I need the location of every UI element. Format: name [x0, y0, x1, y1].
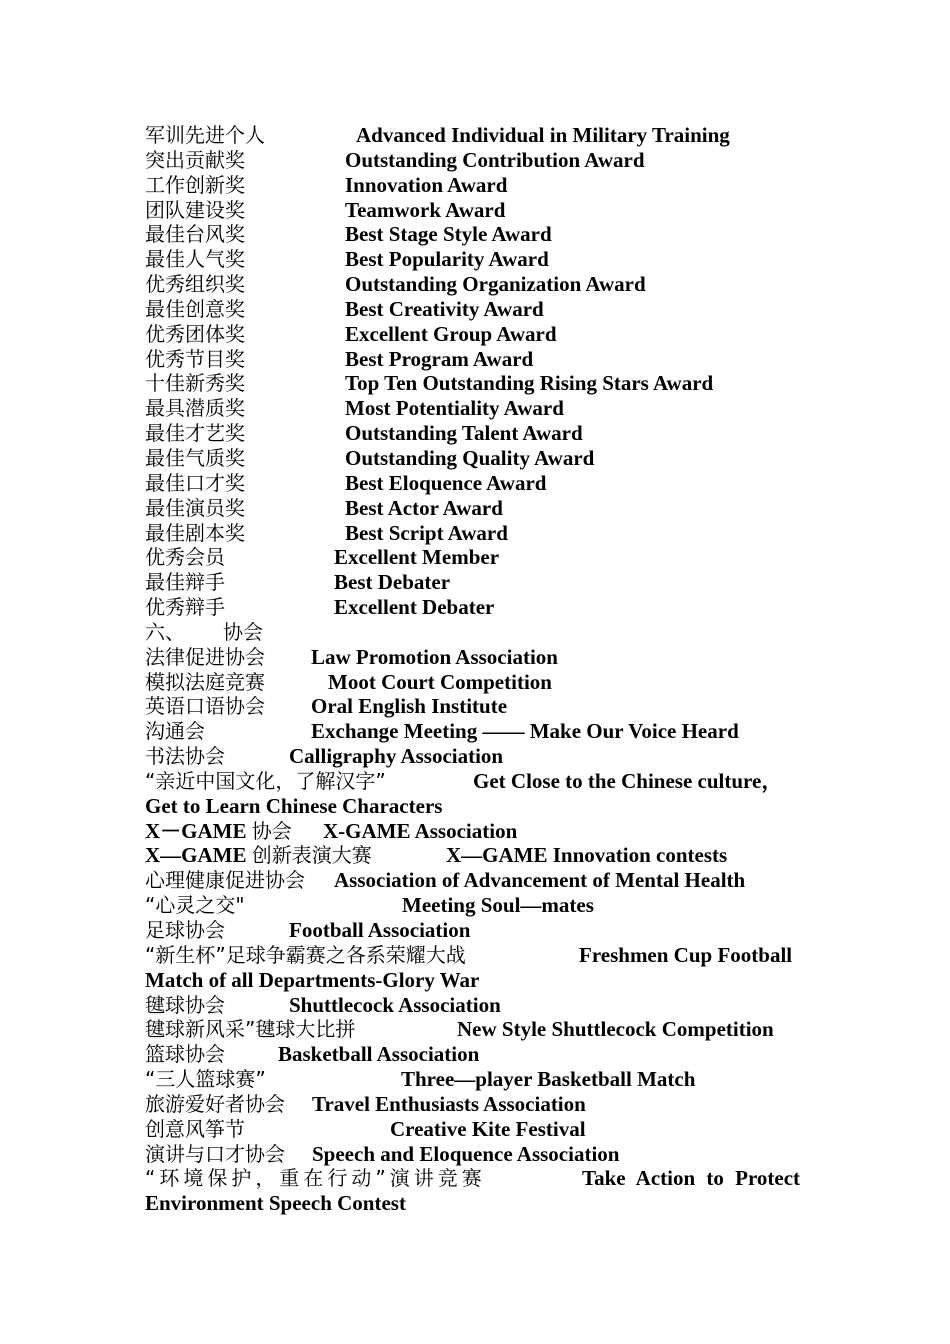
- xgame-line: [145, 843, 810, 868]
- shuttle-comp-line: [145, 1017, 810, 1042]
- award-cn: 十佳新秀奖: [145, 371, 245, 396]
- association-cn: 英语口语协会: [145, 694, 265, 719]
- speech-cn: 演讲与口才协会: [145, 1141, 285, 1166]
- award-en: Best Eloquence Award: [345, 470, 547, 495]
- award-line: [145, 272, 810, 297]
- award-cn: 最佳才艺奖: [145, 421, 245, 446]
- env-en: Take Action to Protect: [582, 1166, 801, 1191]
- freshmen-en: Freshmen Cup Football: [579, 942, 793, 967]
- culture-en-cont: Get to Learn Chinese Characters: [145, 793, 443, 818]
- award-line: [145, 521, 810, 546]
- association-en: Moot Court Competition: [328, 669, 552, 694]
- award-cn: 优秀辩手: [145, 595, 225, 620]
- award-cn: 团队建设奖: [145, 197, 245, 222]
- three-player-en: Three—player Basketball Match: [401, 1067, 696, 1092]
- association-line: [145, 670, 810, 695]
- award-en: Excellent Group Award: [345, 321, 557, 346]
- freshmen-cn: “新生杯”足球争霸赛之各系荣耀大战: [145, 942, 466, 967]
- culture-line: [145, 769, 810, 794]
- award-line: [145, 570, 810, 595]
- award-cn: 最佳台风奖: [145, 222, 245, 247]
- xgame-en: X—GAME Innovation contests: [446, 843, 728, 868]
- association-cn: 模拟法庭竞赛: [145, 669, 265, 694]
- association-en: Law Promotion Association: [311, 644, 558, 669]
- association-en: Calligraphy Association: [289, 744, 504, 769]
- association-line: [145, 744, 810, 769]
- basketball-line: [145, 1042, 810, 1067]
- mental-en: Association of Advancement of Mental Health: [334, 868, 746, 893]
- travel-en: Travel Enthusiasts Association: [312, 1091, 586, 1116]
- award-cn: 最佳演员奖: [145, 495, 245, 520]
- kite-en: Creative Kite Festival: [390, 1116, 586, 1141]
- award-line: [145, 297, 810, 322]
- association-en: Oral English Institute: [311, 694, 508, 719]
- award-line: [145, 446, 810, 471]
- award-en: Excellent Debater: [334, 595, 495, 620]
- shuttle-en: Shuttlecock Association: [289, 992, 501, 1017]
- env-cn: “环境保护，重在行动”演讲竞赛: [145, 1166, 486, 1191]
- env-en-cont: Environment Speech Contest: [145, 1191, 406, 1216]
- award-en: Best Script Award: [345, 520, 508, 545]
- award-en: Best Program Award: [345, 346, 534, 371]
- travel-line: [145, 1092, 810, 1117]
- soul-en: Meeting Soul—mates: [402, 893, 594, 918]
- section-heading: [145, 620, 810, 645]
- xgame-en: X-GAME Association: [323, 818, 518, 843]
- xgame-cn: 协会: [251, 818, 292, 843]
- association-cn: 法律促进协会: [145, 644, 265, 669]
- award-en: Best Stage Style Award: [345, 222, 552, 247]
- award-en: Best Popularity Award: [345, 247, 549, 272]
- award-cn: 军训先进个人: [145, 123, 265, 147]
- award-en: Top Ten Outstanding Rising Stars Award: [345, 371, 714, 396]
- award-line: [145, 198, 810, 223]
- award-line: [145, 123, 810, 148]
- association-line: [145, 645, 810, 670]
- basketball-en: Basketball Association: [278, 1042, 480, 1067]
- award-cn: 最佳口才奖: [145, 470, 245, 495]
- award-en: Most Potentiality Award: [345, 396, 564, 421]
- section-number: 六、: [145, 619, 185, 644]
- award-cn: 最佳创意奖: [145, 296, 245, 321]
- award-line: [145, 545, 810, 570]
- award-cn: 工作创新奖: [145, 172, 245, 197]
- basketball-cn: 篮球协会: [145, 1042, 225, 1067]
- award-line: [145, 471, 810, 496]
- award-en: Advanced Individual in Military Training: [356, 123, 730, 147]
- association-cn: 沟通会: [145, 719, 205, 744]
- award-en: Outstanding Talent Award: [345, 421, 583, 446]
- soul-cn: “心灵之交": [145, 893, 245, 918]
- association-line: [145, 719, 810, 744]
- award-cn: 最佳气质奖: [145, 445, 245, 470]
- three-player-cn: “三人篮球赛”: [145, 1067, 266, 1092]
- award-cn: 最佳辩手: [145, 570, 225, 595]
- award-cn: 突出贡献奖: [145, 147, 245, 172]
- award-cn: 优秀团体奖: [145, 321, 245, 346]
- award-en: Outstanding Quality Award: [345, 445, 595, 470]
- award-line: [145, 421, 810, 446]
- document-body: [145, 123, 810, 1216]
- env-line: [145, 1166, 810, 1191]
- kite-cn: 创意风筝节: [145, 1116, 245, 1141]
- env-line-cont: [145, 1191, 810, 1216]
- award-cn: 最佳人气奖: [145, 247, 245, 272]
- mental-line: [145, 868, 810, 893]
- award-en: Best Actor Award: [345, 495, 503, 520]
- freshmen-line-cont: [145, 968, 810, 993]
- kite-line: [145, 1117, 810, 1142]
- xgame-line: [145, 819, 810, 844]
- award-line: [145, 496, 810, 521]
- three-player-line: [145, 1067, 810, 1092]
- soul-line: [145, 893, 810, 918]
- section-title: 协会: [223, 619, 263, 644]
- xgame-cn: 创新表演大赛: [251, 843, 372, 868]
- award-line: [145, 148, 810, 173]
- travel-cn: 旅游爱好者协会: [145, 1091, 285, 1116]
- shuttle-cn: 毽球协会: [145, 992, 225, 1017]
- culture-cn: “亲近中国文化，了解汉字”: [145, 768, 386, 793]
- award-cn: 优秀会员: [145, 545, 225, 570]
- award-cn: 优秀组织奖: [145, 272, 245, 297]
- football-cn: 足球协会: [145, 918, 225, 942]
- award-en: Excellent Member: [334, 545, 500, 570]
- award-line: [145, 396, 810, 421]
- award-line: [145, 322, 810, 347]
- award-en: Teamwork Award: [345, 197, 506, 222]
- speech-en: Speech and Eloquence Association: [312, 1141, 620, 1166]
- shuttle-comp-cn: 毽球新风采”毽球大比拼: [145, 1017, 356, 1042]
- football-en: Football Association: [289, 918, 471, 942]
- culture-line-cont: [145, 794, 810, 819]
- award-line: [145, 595, 810, 620]
- award-line: [145, 347, 810, 372]
- award-line: [145, 247, 810, 272]
- speech-line: [145, 1142, 810, 1167]
- freshmen-en-cont: Match of all Departments-Glory War: [145, 967, 480, 992]
- award-en: Best Debater: [334, 570, 451, 595]
- association-line: [145, 694, 810, 719]
- mental-cn: 心理健康促进协会: [145, 868, 305, 893]
- association-cn: 书法协会: [145, 744, 225, 769]
- award-line: [145, 222, 810, 247]
- shuttle-comp-en: New Style Shuttlecock Competition: [457, 1017, 774, 1042]
- award-en: Innovation Award: [345, 172, 508, 197]
- award-cn: 优秀节目奖: [145, 346, 245, 371]
- xgame-prefix: X－GAME: [145, 818, 247, 843]
- culture-en: Get Close to the Chinese culture，: [473, 768, 783, 793]
- shuttle-line: [145, 993, 810, 1018]
- award-cn: 最具潜质奖: [145, 396, 245, 421]
- award-en: Best Creativity Award: [345, 296, 544, 321]
- freshmen-line: [145, 943, 810, 968]
- association-en: Exchange Meeting —— Make Our Voice Heard: [311, 719, 739, 744]
- award-en: Outstanding Organization Award: [345, 272, 646, 297]
- award-cn: 最佳剧本奖: [145, 520, 245, 545]
- award-line: [145, 371, 810, 396]
- football-line: [145, 918, 810, 943]
- award-en: Outstanding Contribution Award: [345, 147, 645, 172]
- award-line: [145, 173, 810, 198]
- xgame-prefix: X—GAME: [145, 843, 247, 868]
